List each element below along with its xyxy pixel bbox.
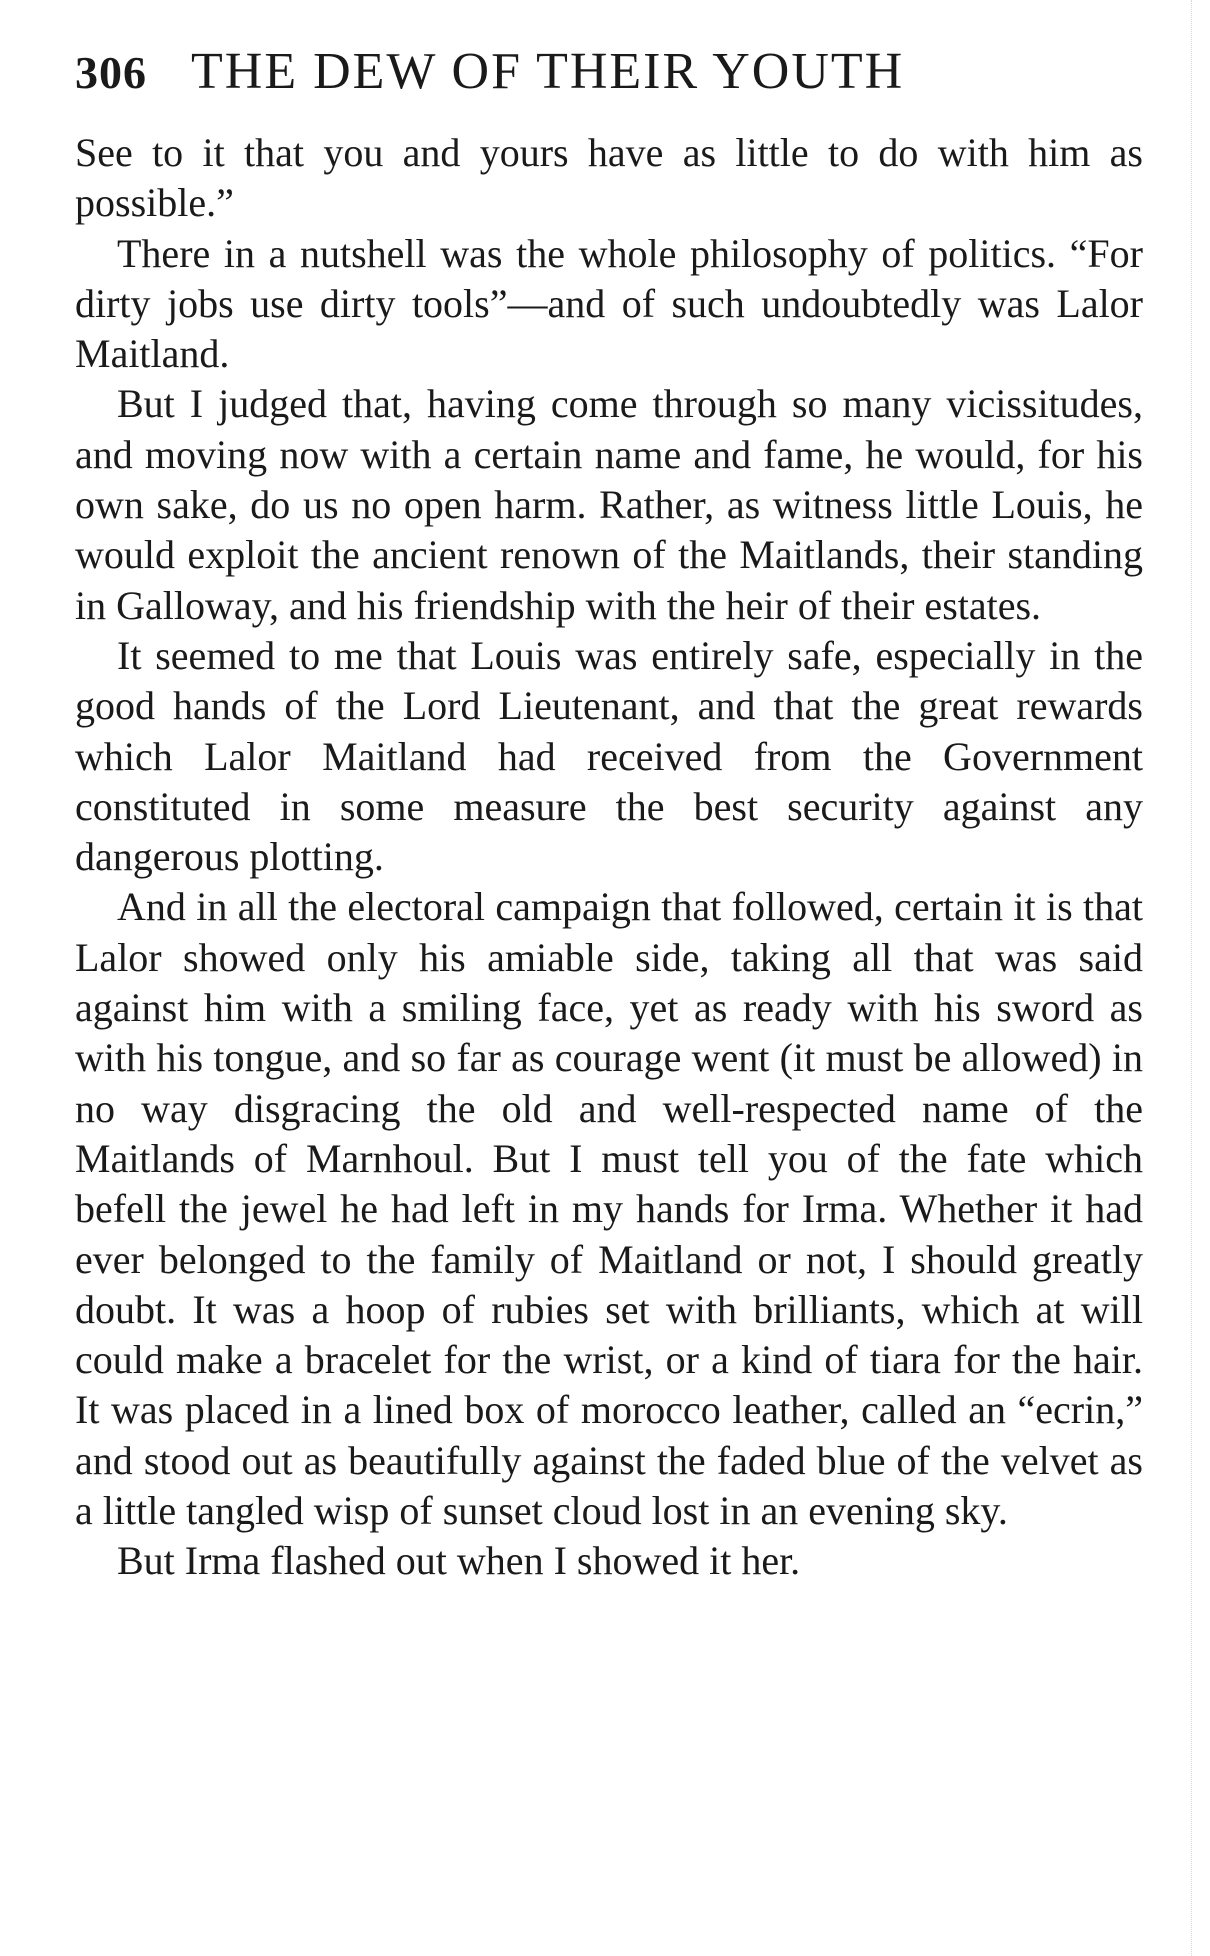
paragraph: And in all the electoral campaign that followed, certain it is that Lalor showed only his amiable side, taking all that was said against him with a smiling face, yet as ready with his sword as with his tongue, and so far as courage went (it must be allowed) in no way disgracing the old and well-respected name of the Maitlands of Marnhoul. But I must tell you of the fate which befell the jewel he had left in my hands for Irma. Whether it had ever belonged to the family of Maitland or not, I should greatly doubt. It was a hoop of rubies set with brilliants, which at will could make a bracelet for the wrist, or a kind of tiara for the hair. It was placed in a lined box of morocco leather, called an “ecrin,” and stood out as beautifully against the faded blue of the velvet as a little tangled wisp of sunset cloud lost in an evening sky. (75, 884, 1143, 1534)
body-text (75, 128, 1143, 1587)
paragraph: But Irma flashed out when I showed it her. (117, 1538, 801, 1584)
paragraph-continued: See to it that you and yours have as little to do with him as possible.” (75, 130, 1143, 226)
book-title: THE DEW OF THEIR YOUTH (191, 43, 905, 100)
book-page (75, 42, 1143, 1587)
running-head (75, 42, 1143, 122)
page-edge (1190, 0, 1192, 1956)
paragraph: But I judged that, having come through so many vicissitudes, and moving now with a certain name and fame, he would, for his own sake, do us no open harm. Rather, as witness little Louis, he would exploit the ancient renown of the Maitlands, their standing in Galloway, and his friendship with the heir of their estates. (75, 381, 1143, 628)
paragraph: There in a nutshell was the whole philosophy of politics. “For dirty jobs use dirty tools”—and of such undoubtedly was Lalor Maitland. (75, 230, 1143, 377)
paragraph: It seemed to me that Louis was entirely safe, especially in the good hands of the Lord Lieutenant, and that the great rewards which Lalor Maitland had received from the Government constituted in some measure the best security against any dangerous plotting. (75, 632, 1143, 880)
page-number: 306 (75, 47, 147, 98)
